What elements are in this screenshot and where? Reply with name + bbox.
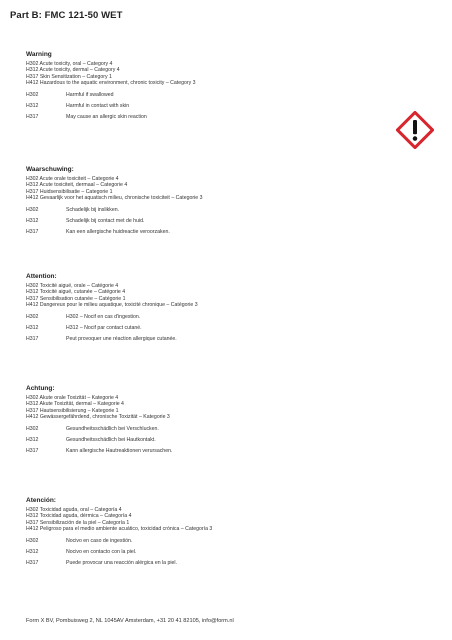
hazard-code: H312 — [26, 549, 39, 556]
classification-line: H312 Toxicidad aguda, dérmica – Categoría 4 — [26, 513, 132, 520]
hazard-code: H317 — [26, 448, 39, 455]
classification-line: H317 Hautsensibilisierung – Kategorie 1 — [26, 407, 119, 414]
hazard-text: Peut provoquer une réaction allergique cutanée. — [66, 336, 177, 343]
classification-line: H312 Acute toxiciteit, dermaal – Categorie 4 — [26, 182, 128, 189]
classification-line: H302 Toxicidad aguda, oral – Categoría 4 — [26, 507, 122, 513]
hazard-text: H312 – Nocif par contact cutané. — [66, 325, 142, 332]
classification-line: H317 Sensibilización de la piel – Categoría 1 — [26, 519, 130, 526]
hazard-text: Nocivo en contacto con la piel. — [66, 549, 137, 556]
classification-line: H302 Akute orale Toxizität – Kategorie 4 — [26, 395, 119, 401]
classification-line: H302 Toxicité aiguë, orale – Catégorie 4 — [26, 283, 119, 289]
hazard-section-dutch — [26, 166, 426, 236]
hazard-text: Harmful if swallowed — [66, 91, 114, 98]
hazard-statement-row — [26, 426, 426, 432]
hazard-statement-row — [26, 207, 426, 213]
hazard-statement-row — [26, 92, 426, 98]
hazard-code: H312 — [26, 325, 39, 332]
hazard-text: Gesundheitsschädlich bei Verschlucken. — [66, 425, 159, 432]
classification-line: H412 Hazardous to the aquatic environment, chronic toxicity – Category 3 — [26, 80, 196, 87]
classification-line: H312 Toxicité aiguë, cutanée – Catégorie 4 — [26, 289, 126, 296]
hazard-text: Harmful in contact with skin — [66, 103, 130, 110]
classification-line: H302 Acute toxicity, oral – Category 4 — [26, 61, 113, 67]
hazard-text: Nocivo en caso de ingestión. — [66, 537, 133, 544]
hazard-code: H302 — [26, 425, 39, 432]
hazard-text: Gesundheitsschädlich bei Hautkontakt. — [66, 437, 156, 444]
hazard-code: H302 — [26, 313, 39, 320]
classification-line: H412 Gewässergefährdend, chronische Toxizität – Kategorie 3 — [26, 414, 170, 421]
classification-line: H412 Gevaarlijk voor het aquatisch milieu, chronische toxiciteit – Categorie 3 — [26, 195, 203, 202]
hazard-section-french — [26, 273, 426, 343]
hazard-statement-row — [26, 336, 426, 342]
hazard-text: Kann allergische Hautreaktionen verursachen. — [66, 448, 173, 455]
hazard-code: H312 — [26, 437, 39, 444]
classification-line: H412 Dangereux pour le milieu aquatique, toxicité chronique – Catégorie 3 — [26, 302, 198, 309]
hazard-code: H317 — [26, 560, 39, 567]
hazard-code: H312 — [26, 103, 39, 110]
hazard-text: Puede provocar una reacción alérgica en la piel. — [66, 560, 178, 567]
hazard-code: H317 — [26, 336, 39, 343]
classification-line: H302 Acute orale toxiciteit – Categorie 4 — [26, 176, 119, 182]
section-heading: Attention: — [26, 273, 57, 280]
hazard-statement-row — [26, 314, 426, 320]
page-title: Part B: FMC 121-50 WET — [10, 10, 123, 21]
hazard-statement-row — [26, 229, 426, 235]
section-heading: Atención: — [26, 497, 56, 504]
hazard-text: Schadelijk bij contact met de huid. — [66, 218, 145, 225]
hazard-statement-row — [26, 538, 426, 544]
hazard-statement-row — [26, 114, 426, 120]
hazard-code: H317 — [26, 114, 39, 121]
classification-line: H412 Peligroso para el medio ambiente acuático, toxicidad crónica – Categoría 3 — [26, 526, 213, 533]
hazard-section-english — [26, 51, 426, 121]
hazard-code: H302 — [26, 91, 39, 98]
hazard-text: Schadelijk bij inslikken. — [66, 206, 120, 213]
section-heading: Warning — [26, 51, 52, 58]
hazard-code: H312 — [26, 218, 39, 225]
ghs07-exclamation-mark-icon — [396, 111, 434, 149]
hazard-text: May cause an allergic skin reaction — [66, 114, 147, 121]
hazard-section-german — [26, 385, 426, 455]
hazard-statement-row — [26, 437, 426, 443]
classification-line: H317 Sensibilisation cutanée – Catégorie 1 — [26, 295, 126, 302]
hazard-statement-row — [26, 448, 426, 454]
section-heading: Achtung: — [26, 385, 55, 392]
hazard-statement-row — [26, 549, 426, 555]
hazard-code: H317 — [26, 229, 39, 236]
hazard-statement-row — [26, 560, 426, 566]
page-footer: Form X BV, Pombuisweg 2, NL 1045AV Amsterdam, +31 20 41 82105, info@form.nl — [26, 618, 234, 624]
hazard-statement-row — [26, 103, 426, 109]
classification-line: H312 Acute toxicity, dermal – Category 4 — [26, 67, 120, 74]
hazard-section-spanish — [26, 497, 426, 567]
classification-line: H317 Skin Sensitization – Category 1 — [26, 73, 112, 80]
hazard-code: H302 — [26, 537, 39, 544]
classification-line: H317 Huidsensibilisatie – Categorie 1 — [26, 188, 113, 195]
hazard-statement-row — [26, 218, 426, 224]
section-heading: Waarschuwing: — [26, 166, 74, 173]
hazard-statement-row — [26, 325, 426, 331]
classification-line: H312 Akute Toxizität, dermal – Kategorie 4 — [26, 401, 124, 408]
hazard-code: H302 — [26, 206, 39, 213]
hazard-text: H302 – Nocif en cas d'ingestion. — [66, 313, 141, 320]
hazard-text: Kan een allergische huidreactie veroorzaken. — [66, 229, 170, 236]
